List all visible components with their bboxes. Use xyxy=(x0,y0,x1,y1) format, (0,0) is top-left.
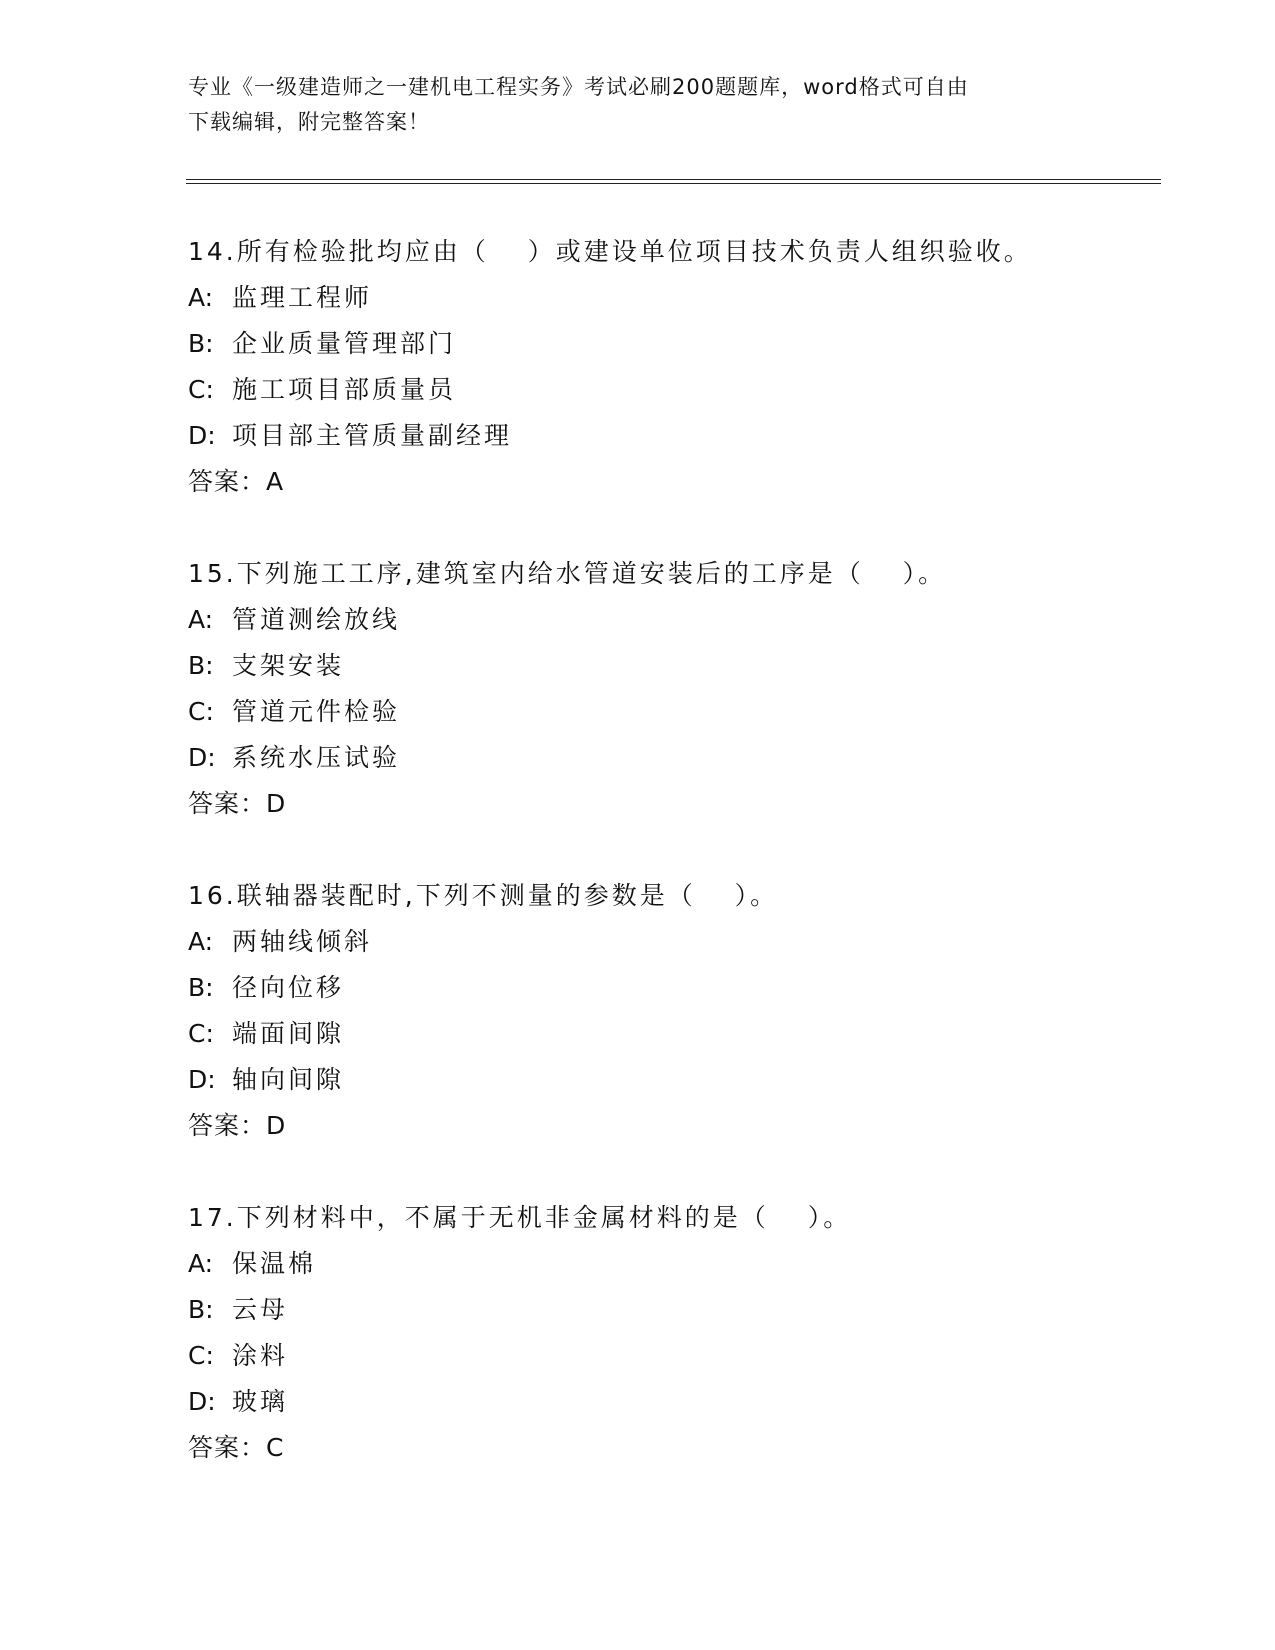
option-key: A: xyxy=(188,1249,214,1278)
option-key: B: xyxy=(188,1295,214,1324)
option-key: C: xyxy=(188,1019,214,1048)
option-key: B: xyxy=(188,651,214,680)
option-b xyxy=(188,1287,1148,1333)
question-14 xyxy=(188,229,1148,505)
option-text: 项目部主管质量副经理 xyxy=(232,421,513,450)
question-stem: 17.下列材料中，不属于无机非金属材料的是（ ）。 xyxy=(188,1203,852,1232)
option-b xyxy=(188,321,1148,367)
option-a xyxy=(188,275,1148,321)
option-key: B: xyxy=(188,973,214,1002)
option-c xyxy=(188,689,1148,735)
option-text: 轴向间隙 xyxy=(232,1065,345,1094)
option-text: 保温棉 xyxy=(232,1249,317,1278)
option-text: 涂料 xyxy=(232,1341,289,1370)
question-17 xyxy=(188,1195,1148,1471)
option-text: 云母 xyxy=(232,1295,289,1324)
option-d xyxy=(188,1057,1148,1103)
question-15 xyxy=(188,551,1148,827)
option-key: A: xyxy=(188,927,214,956)
option-text: 端面间隙 xyxy=(232,1019,345,1048)
option-text: 监理工程师 xyxy=(232,283,373,312)
option-key: D: xyxy=(188,1387,216,1416)
option-text: 管道测绘放线 xyxy=(232,605,401,634)
header-divider xyxy=(186,179,1161,185)
question-16 xyxy=(188,873,1148,1149)
option-text: 支架安装 xyxy=(232,651,345,680)
option-d xyxy=(188,735,1148,781)
question-stem: 14.所有检验批均应由（ ）或建设单位项目技术负责人组织验收。 xyxy=(188,237,1032,266)
option-text: 施工项目部质量员 xyxy=(232,375,457,404)
option-text: 企业质量管理部门 xyxy=(232,329,457,358)
option-c xyxy=(188,1333,1148,1379)
option-key: C: xyxy=(188,697,214,726)
question-stem: 16.联轴器装配时,下列不测量的参数是（ ）。 xyxy=(188,881,779,910)
option-a xyxy=(188,1241,1148,1287)
option-b xyxy=(188,643,1148,689)
option-text: 两轴线倾斜 xyxy=(232,927,373,956)
answer-line: 答案：A xyxy=(188,467,285,496)
option-d xyxy=(188,1379,1148,1425)
option-key: A: xyxy=(188,283,214,312)
option-key: D: xyxy=(188,421,216,450)
header-line-1: 专业《一级建造师之一建机电工程实务》考试必刷200题题库，word格式可自由 xyxy=(188,75,969,99)
option-key: B: xyxy=(188,329,214,358)
document-header xyxy=(188,70,1078,140)
answer-line: 答案：D xyxy=(188,1111,287,1140)
option-key: D: xyxy=(188,743,216,772)
header-line-2: 下载编辑，附完整答案！ xyxy=(188,110,430,134)
option-text: 系统水压试验 xyxy=(232,743,401,772)
option-a xyxy=(188,597,1148,643)
option-b xyxy=(188,965,1148,1011)
option-c xyxy=(188,1011,1148,1057)
option-key: D: xyxy=(188,1065,216,1094)
answer-line: 答案：D xyxy=(188,789,287,818)
answer-line: 答案：C xyxy=(188,1433,285,1462)
option-key: A: xyxy=(188,605,214,634)
question-stem: 15.下列施工工序,建筑室内给水管道安装后的工序是（ ）。 xyxy=(188,559,947,588)
option-key: C: xyxy=(188,375,214,404)
option-text: 玻璃 xyxy=(232,1387,289,1416)
option-key: C: xyxy=(188,1341,214,1370)
option-text: 管道元件检验 xyxy=(232,697,401,726)
option-c xyxy=(188,367,1148,413)
option-text: 径向位移 xyxy=(232,973,345,1002)
option-a xyxy=(188,919,1148,965)
option-d xyxy=(188,413,1148,459)
